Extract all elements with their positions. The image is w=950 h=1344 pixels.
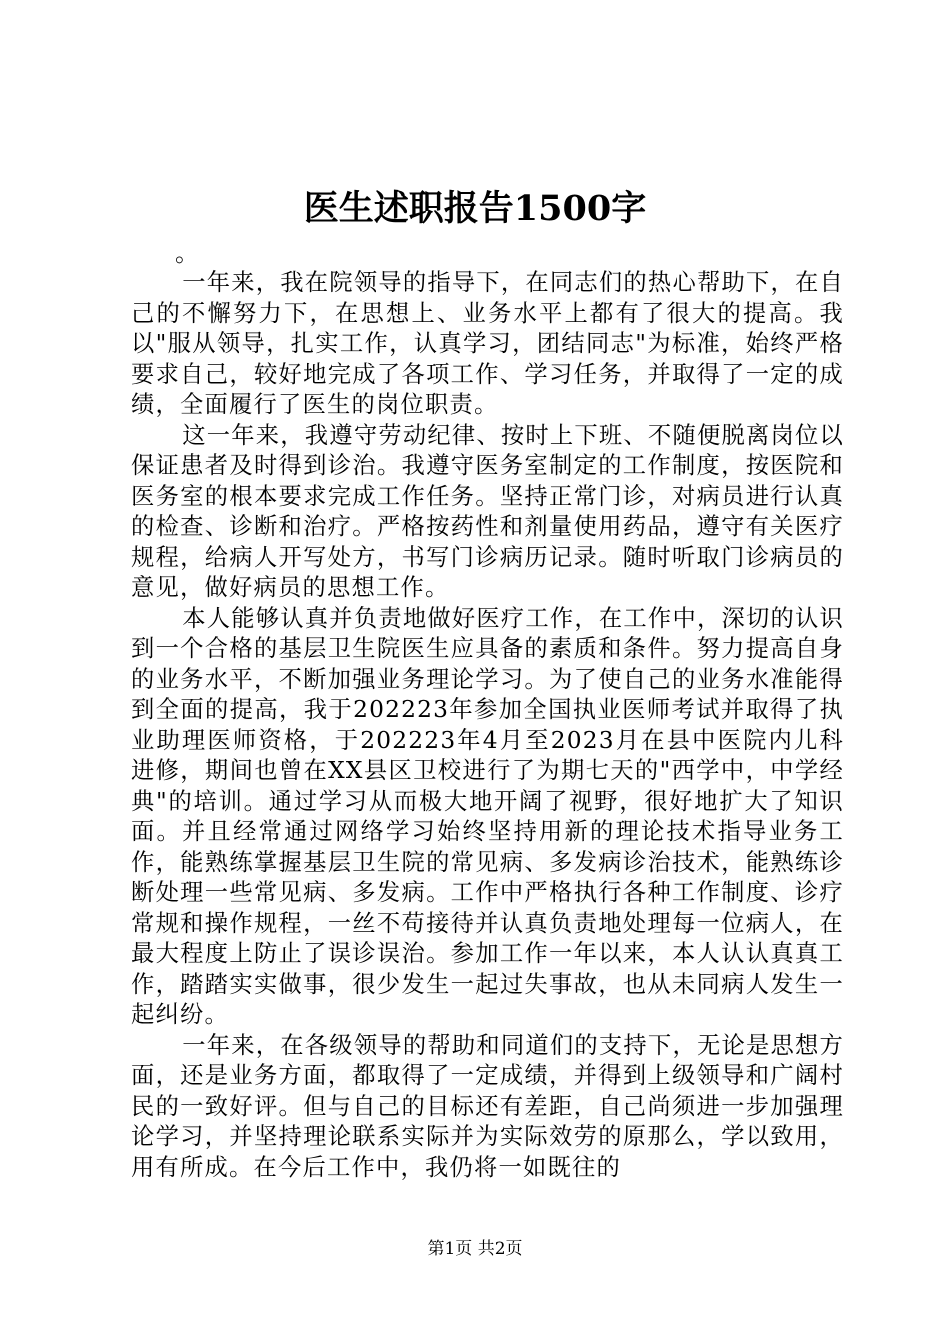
paragraph: 本人能够认真并负责地做好医疗工作，在工作中，深切的认识到一个合格的基层卫生院医生应具备的素质和条件。努力提高自身的业务水平，不断加强业务理论学习。为了使自己的业务水准能得到全面的提高，我于202223年参加全国执业医师考试并取得了执业助理医师资格，于202223年4月至2023月在县中医院内儿科进修，期间也曾在XX县区卫校进行了为期七天的"西学中，中学经典"的培训。通过学习从而极大地开阔了视野，很好地扩大了知识面。并且经常通过网络学习始终坚持用新的理论技术指导业务工作，能熟练掌握基层卫生院的常见病、多发病诊治技术，能熟练诊断处理一些常见病、多发病。工作中严格执行各种工作制度、诊疗常规和操作规程，一丝不苟接待并认真负责地处理每一位病人，在最大程度上防止了误诊误治。参加工作一年以来，本人认认真真工作，踏踏实实做事，很少发生一起过失事故，也从未同病人发生一起纠纷。: [131, 604, 844, 1028]
page-footer: 第1页 共2页: [427, 1239, 523, 1259]
document-title: 医生述职报告1500字: [303, 188, 647, 229]
document-body: [131, 268, 844, 1183]
lead-mark: 。: [175, 239, 199, 267]
paragraph: 一年来，在各级领导的帮助和同道们的支持下，无论是思想方面，还是业务方面，都取得了一定成绩，并得到上级领导和广阔村民的一致好评。但与自己的目标还有差距，自己尚须进一步加强理论学习，并坚持理论联系实际并为实际效劳的原那么，学以致用，用有所成。在今后工作中，我仍将一如既往的: [131, 1031, 844, 1181]
paragraph: 一年来，我在院领导的指导下，在同志们的热心帮助下，在自己的不懈努力下，在思想上、业务水平上都有了很大的提高。我以"服从领导，扎实工作，认真学习，团结同志"为标准，始终严格要求自己，较好地完成了各项工作、学习任务，并取得了一定的成绩，全面履行了医生的岗位职责。: [131, 269, 844, 418]
paragraph: 这一年来，我遵守劳动纪律、按时上下班、不随便脱离岗位以保证患者及时得到诊治。我遵守医务室制定的工作制度，按医院和医务室的根本要求完成工作任务。坚持正常门诊，对病员进行认真的检查、诊断和治疗。严格按药性和剂量使用药品，遵守有关医疗规程，给病人开写处方，书写门诊病历记录。随时听取门诊病员的意见，做好病员的思想工作。: [131, 421, 844, 601]
